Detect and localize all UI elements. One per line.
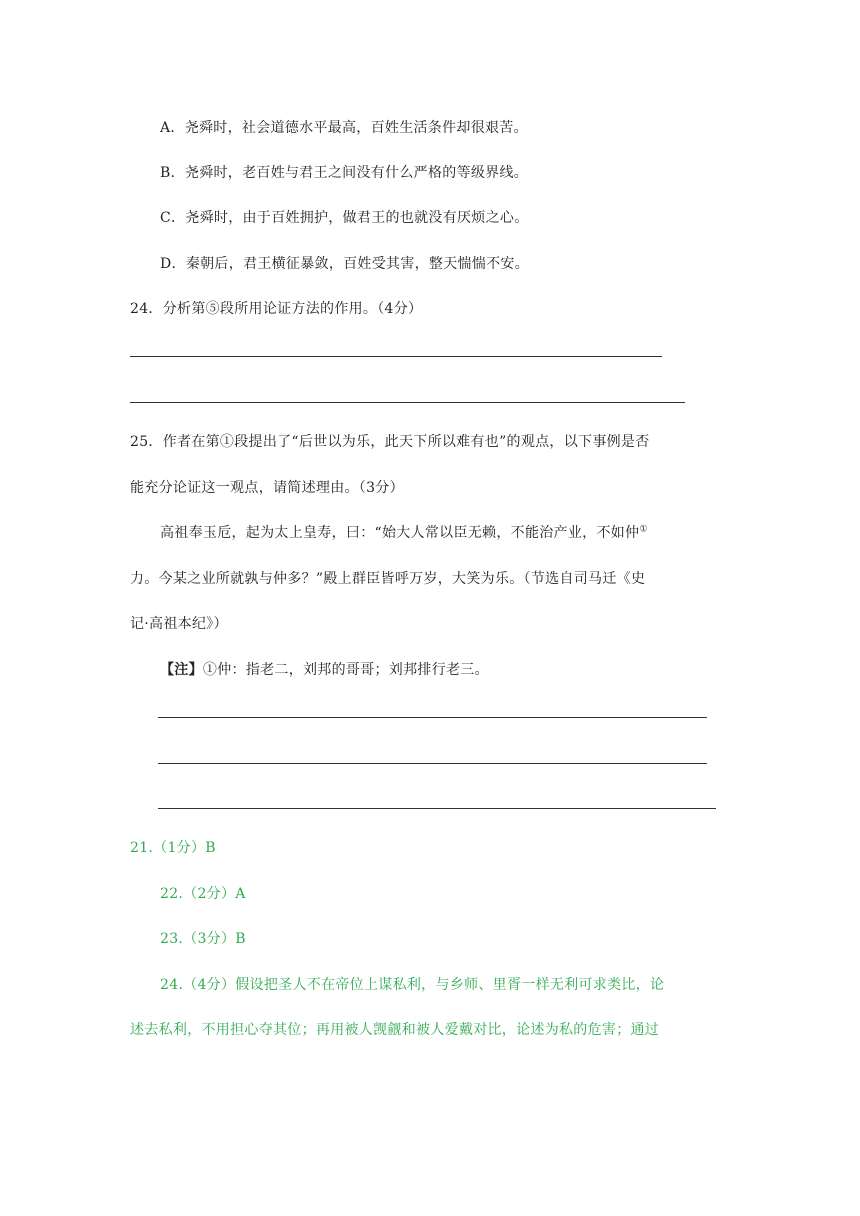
- question-25-line2: 能充分论证这一观点，请简述理由。（3分）: [130, 480, 404, 496]
- answer-22: 22.（2分）A: [160, 886, 246, 902]
- footnote-label: 【注】: [160, 662, 203, 678]
- question-24: 24．分析第⑤段所用论证方法的作用。（4分）: [130, 301, 423, 317]
- option-a: A．尧舜时，社会道德水平最高，百姓生活条件却很艰苦。: [160, 120, 528, 136]
- passage-line1-text: 高祖奉玉卮，起为太上皇寿，曰：“始大人常以臣无赖，不能治产业，不如仲: [160, 525, 640, 541]
- footnote-text: ①仲：指老二，刘邦的哥哥；刘邦排行老三。: [202, 662, 489, 678]
- answer-line-25-2: [158, 763, 707, 764]
- answer-24-line1: 24.（4分）假设把圣人不在帝位上谋私利，与乡师、里胥一样无利可求类比，论: [160, 977, 665, 993]
- answer-21: 21.（1分）B: [130, 840, 216, 856]
- passage-line2: 力。今某之业所就孰与仲多？”殿上群臣皆呼万岁，大笑为乐。（节选自司马迁《史: [130, 571, 646, 587]
- footnote: [160, 660, 489, 680]
- passage-line1: [160, 523, 648, 543]
- answer-line-25-1: [158, 717, 707, 718]
- answer-24-line2: 述去私利，不用担心夺其位；再用被人觊觎和被人爱戴对比，论述为私的危害；通过: [130, 1022, 660, 1038]
- footnote-marker: ①: [639, 524, 648, 535]
- answer-line-24-1: [130, 356, 662, 357]
- option-c: C．尧舜时，由于百姓拥护，做君王的也就没有厌烦之心。: [160, 210, 529, 226]
- answer-line-25-3: [158, 808, 716, 809]
- answer-line-24-2: [130, 402, 685, 403]
- option-d: D．秦朝后，君王横征暴敛，百姓受其害，整天惴惴不安。: [160, 256, 530, 272]
- answer-23: 23.（3分）B: [160, 931, 246, 947]
- passage-line3: 记·高祖本纪》）: [130, 616, 228, 632]
- question-25-line1: 25．作者在第①段提出了“后世以为乐，此天下所以难有也”的观点，以下事例是否: [130, 434, 650, 450]
- option-b: B．尧舜时，老百姓与君王之间没有什么严格的等级界线。: [160, 165, 529, 181]
